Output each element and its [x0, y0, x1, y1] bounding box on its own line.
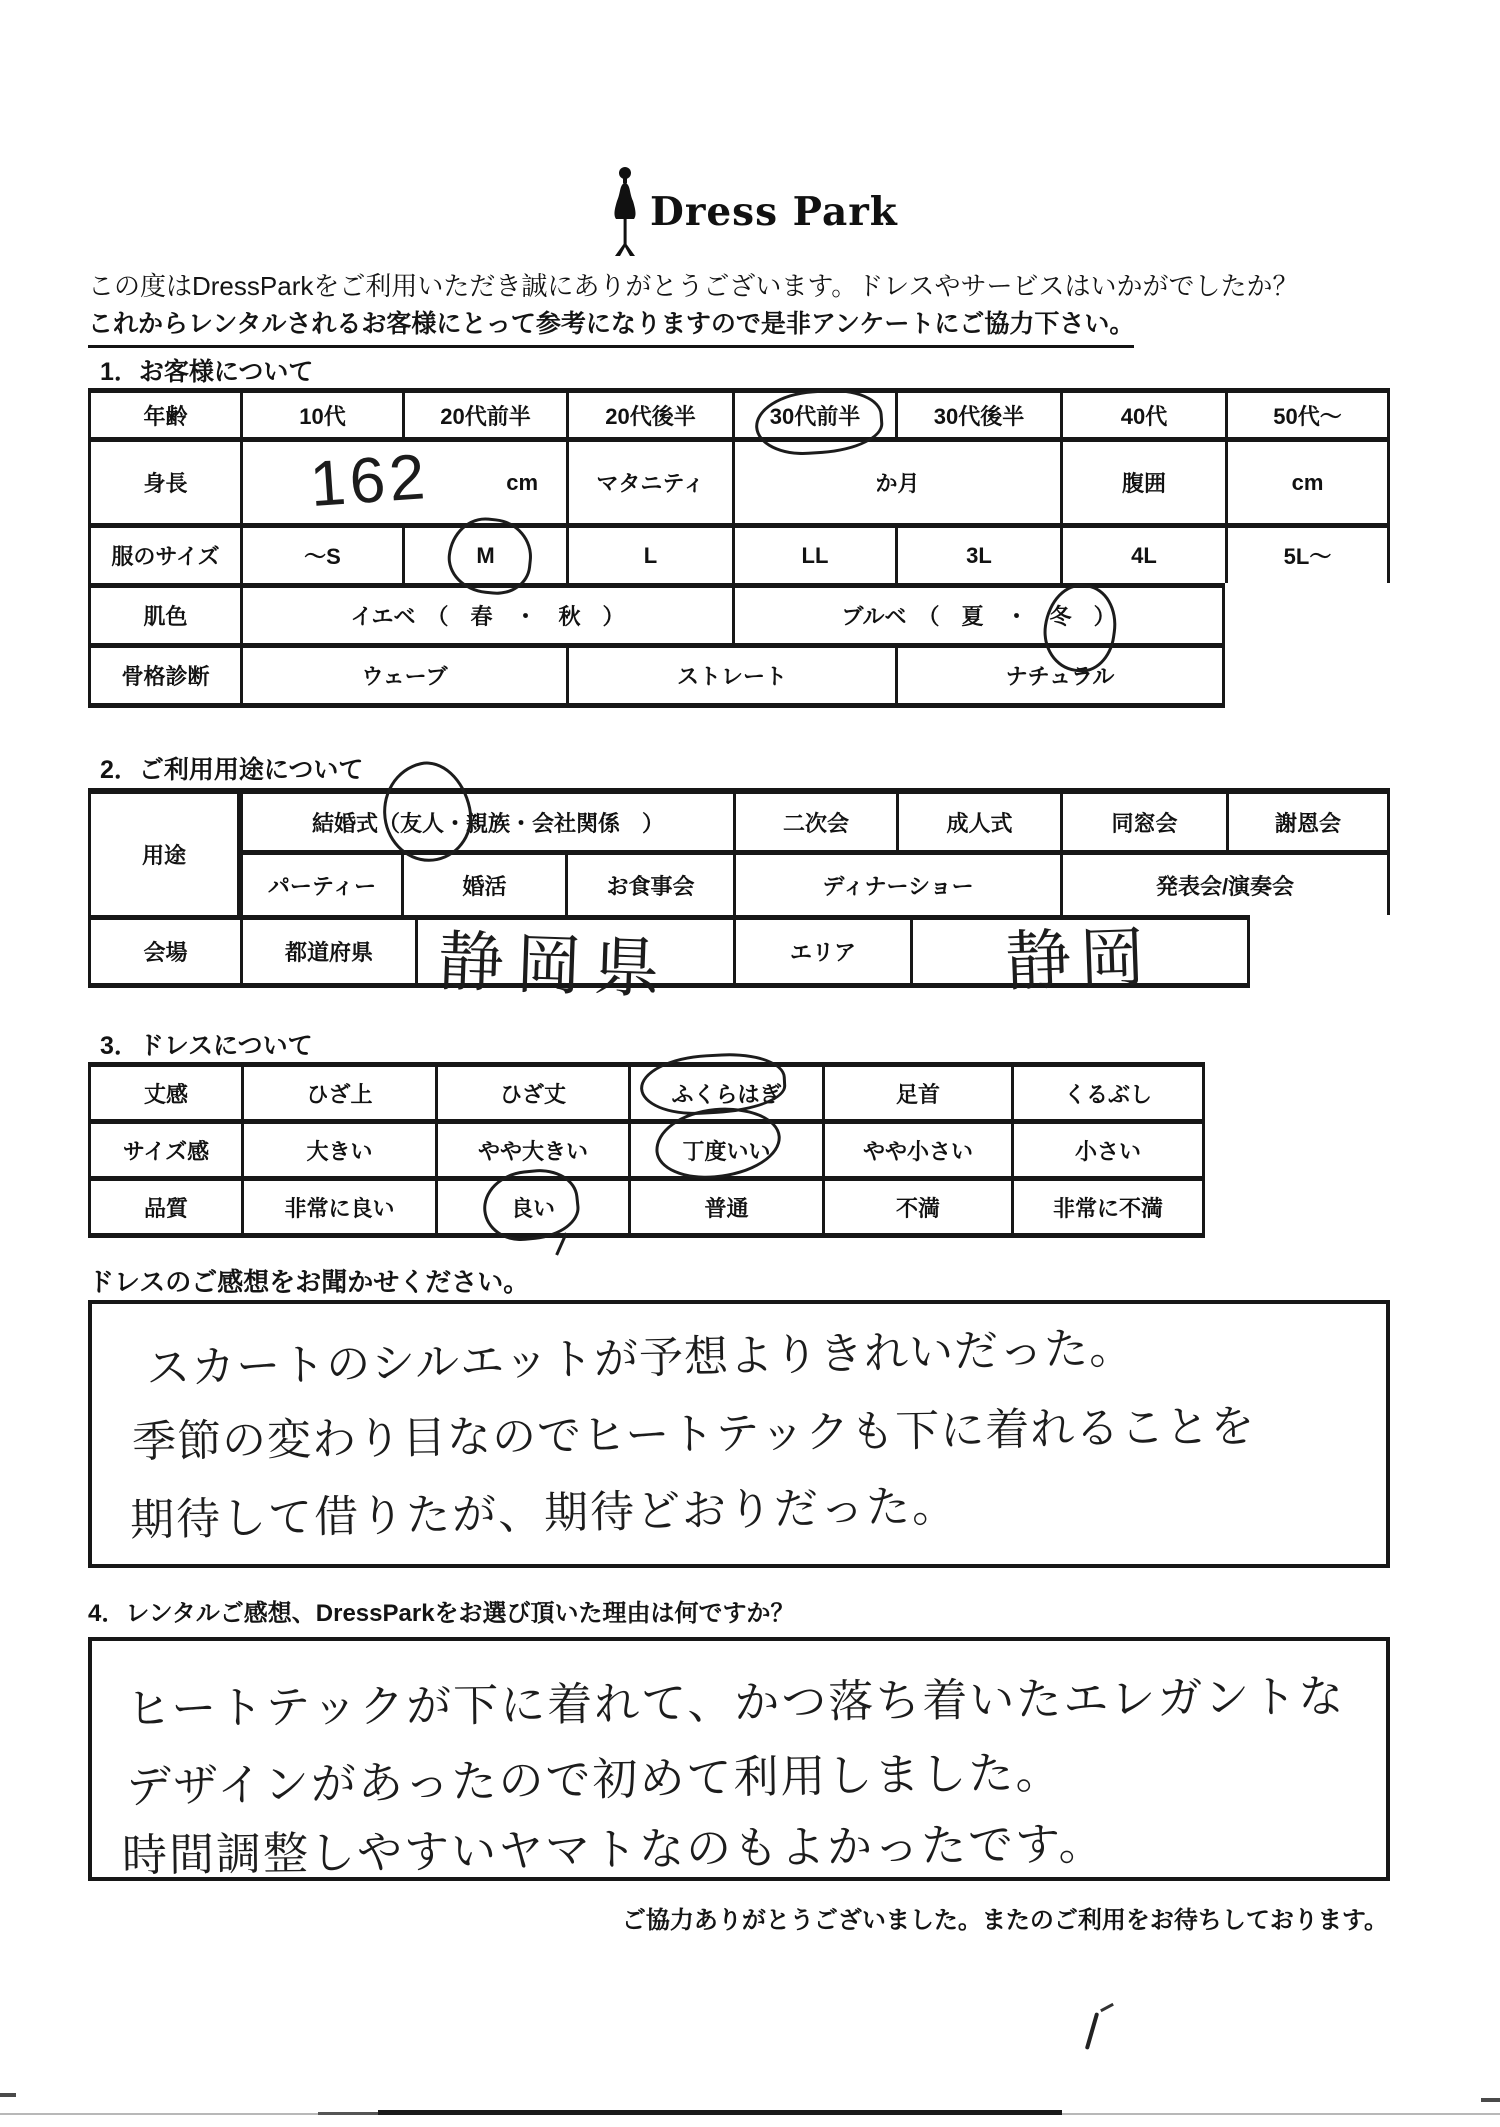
t1-skin-yellow-cell: イエベ （ 春 ・ 秋 ）: [240, 588, 732, 643]
t2-wedding-suffix: ・親族・会社関係 ）: [444, 810, 665, 836]
t2-opt-wedding: [240, 794, 733, 850]
t2-opt-thanks-party: 謝恩会: [1226, 794, 1390, 850]
hw-height-value: 162: [307, 439, 432, 521]
t1-height-label: 身長: [88, 442, 240, 523]
section2-title: 2．ご利用用途について: [100, 756, 364, 784]
t1-size-opt-5l: 5L～: [1225, 528, 1390, 583]
t1-size-label: 服のサイズ: [88, 528, 240, 583]
t1-age-opt-30early: 30代前半: [732, 393, 895, 437]
table2-row2: [240, 850, 1390, 915]
t1-size-opt-l: L: [566, 528, 732, 583]
hw-rental-feedback-line3: 時間調整しやすいヤマトなのもよかったです。: [121, 1817, 1106, 1882]
t1-size-opt-s: ～S: [240, 528, 402, 583]
t2-opt-party: パーティー: [240, 855, 401, 915]
dress-feedback-prompt: ドレスのご感想をお聞かせください。: [88, 1267, 530, 1297]
table3-row-fit: [88, 1119, 1205, 1176]
intro-line-1: この度はDressParkをご利用いただき誠にありがとうございます。ドレスやサービスはいかがでしたか？: [88, 271, 1299, 301]
t3-length-opt-above-knee: ひざ上: [241, 1067, 435, 1119]
table3-row-length: [88, 1062, 1205, 1119]
t3-fit-opt-just-right: 丁度いい: [628, 1124, 822, 1176]
table1-row-age: [88, 388, 1390, 437]
hw-dress-feedback-line3: 期待して借りたが、期待どおりだった。: [129, 1481, 959, 1546]
scan-artifact-right: [1481, 2098, 1500, 2102]
t1-age-opt-20late: 20代後半: [566, 393, 732, 437]
t2-purpose-label: 用途: [88, 788, 240, 915]
t3-fit-label: サイズ感: [88, 1124, 241, 1176]
t1-skin-blue-cell: [732, 588, 1225, 643]
t1-maternity-label: マタニティ: [566, 442, 732, 523]
t2-wedding-prefix: 結婚式（: [311, 810, 400, 836]
t3-quality-opt-normal: 普通: [628, 1181, 822, 1233]
section1-title: 1．お客様について: [100, 358, 314, 386]
t1-age-opt-30late: 30代後半: [895, 393, 1060, 437]
t3-quality-opt-verygood: 非常に良い: [241, 1181, 435, 1233]
scan-line-dark: [378, 2110, 1062, 2115]
t3-fit-opt-bit-big: やや大きい: [435, 1124, 628, 1176]
t3-quality-opt-good: 良い: [435, 1181, 628, 1233]
t3-length-opt-calf: ふくらはぎ: [628, 1067, 822, 1119]
t1-skin-blue-prefix: ブルベ （ 夏 ・: [841, 604, 1050, 629]
table1-row-bone: [88, 643, 1225, 708]
t2-opt-konkatsu: 婚活: [401, 855, 565, 915]
pen-mark-flick: [1100, 2003, 1114, 2012]
intro-line-2: これからレンタルされるお客様にとって参考になりますので是非アンケートにご協力下さい。: [88, 304, 1134, 348]
dress-mannequin-icon: [610, 166, 640, 258]
t1-months-cell: か月: [732, 442, 1060, 523]
t3-length-opt-knee: ひざ丈: [435, 1067, 628, 1119]
t1-age-opt-40s: 40代: [1060, 393, 1225, 437]
t3-length-opt-ankle: 足首: [822, 1067, 1011, 1119]
t1-age-opt-50s: 50代～: [1225, 393, 1390, 437]
t2-opt-afterparty: 二次会: [733, 794, 896, 850]
t3-quality-opt-verybad: 非常に不満: [1011, 1181, 1205, 1233]
t2-venue-label: 会場: [88, 920, 240, 983]
t1-bone-opt-straight: ストレート: [566, 648, 895, 703]
section3-title: 3．ドレスについて: [100, 1032, 313, 1060]
t2-pref-label: 都道府県: [240, 920, 415, 983]
scan-line-mid: [318, 2112, 378, 2115]
t1-size-opt-m: M: [402, 528, 566, 583]
hw-dress-feedback-line2: 季節の変わり目なのでヒートテックも下に着れることを: [131, 1402, 1256, 1467]
t1-age-label: 年齢: [88, 393, 240, 437]
section4-title: 4．レンタルご感想、DressParkをお選び頂いた理由は何ですか？: [88, 1600, 795, 1627]
footer-thanks: ご協力ありがとうございました。またのご利用をお待ちしております。: [621, 1907, 1388, 1934]
t1-bone-opt-wave: ウェーブ: [240, 648, 566, 703]
hw-dress-feedback-line1: スカートのシルエットが予想よりきれいだった。: [145, 1323, 1135, 1394]
t1-waist-unit-cell: cm: [1225, 442, 1390, 523]
t2-area-label: エリア: [733, 920, 910, 983]
t1-bone-opt-natural: ナチュラル: [895, 648, 1225, 703]
hw-rental-feedback-line2: デザインがあったので初めて利用しました。: [125, 1746, 1063, 1813]
table1-row-skin: [88, 583, 1225, 643]
t1-skin-blue-suffix: ）: [1071, 604, 1116, 629]
t1-bone-label: 骨格診断: [88, 648, 240, 703]
table1-row-size: [88, 523, 1390, 583]
t2-opt-coming-of-age: 成人式: [896, 794, 1060, 850]
t2-opt-dinner-show: ディナーショー: [733, 855, 1060, 915]
logo: [610, 166, 898, 258]
logo-text: Dress Park: [650, 189, 898, 235]
table3-row-quality: [88, 1176, 1205, 1238]
t2-opt-reunion: 同窓会: [1060, 794, 1226, 850]
t3-fit-opt-small: 小さい: [1011, 1124, 1205, 1176]
t1-waist-label: 腹囲: [1060, 442, 1225, 523]
t1-size-opt-4l: 4L: [1060, 528, 1225, 583]
hw-prefecture-value: 静岡県: [436, 923, 674, 1007]
pen-mark-artifact: [1085, 2012, 1099, 2050]
t1-height-value-cell: cm: [240, 442, 566, 523]
t1-size-opt-3l: 3L: [895, 528, 1060, 583]
t1-skin-blue-winter: 冬: [1049, 604, 1072, 629]
t2-opt-dinner: お食事会: [565, 855, 733, 915]
table1-row-height: [88, 437, 1390, 523]
t3-quality-opt-bad: 不満: [822, 1181, 1011, 1233]
t3-length-opt-anklebone: くるぶし: [1011, 1067, 1205, 1119]
scan-artifact-left: [0, 2093, 16, 2097]
table2-row1: [240, 788, 1390, 850]
t1-age-opt-10s: 10代: [240, 393, 402, 437]
t3-fit-opt-bit-small: やや小さい: [822, 1124, 1011, 1176]
t1-skin-label: 肌色: [88, 588, 240, 643]
t3-quality-label: 品質: [88, 1181, 241, 1233]
t3-fit-opt-big: 大きい: [241, 1124, 435, 1176]
t1-age-opt-20early: 20代前半: [402, 393, 566, 437]
hw-rental-feedback-line1: ヒートテックが下に着れて、かつ落ち着いたエレガントな: [125, 1670, 1346, 1735]
t1-size-opt-ll: LL: [732, 528, 895, 583]
t2-wedding-friend: 友人: [399, 810, 444, 836]
hw-area-value: 静岡: [1003, 919, 1155, 999]
t2-opt-recital: 発表会/演奏会: [1060, 855, 1390, 915]
t3-length-label: 丈感: [88, 1067, 241, 1119]
